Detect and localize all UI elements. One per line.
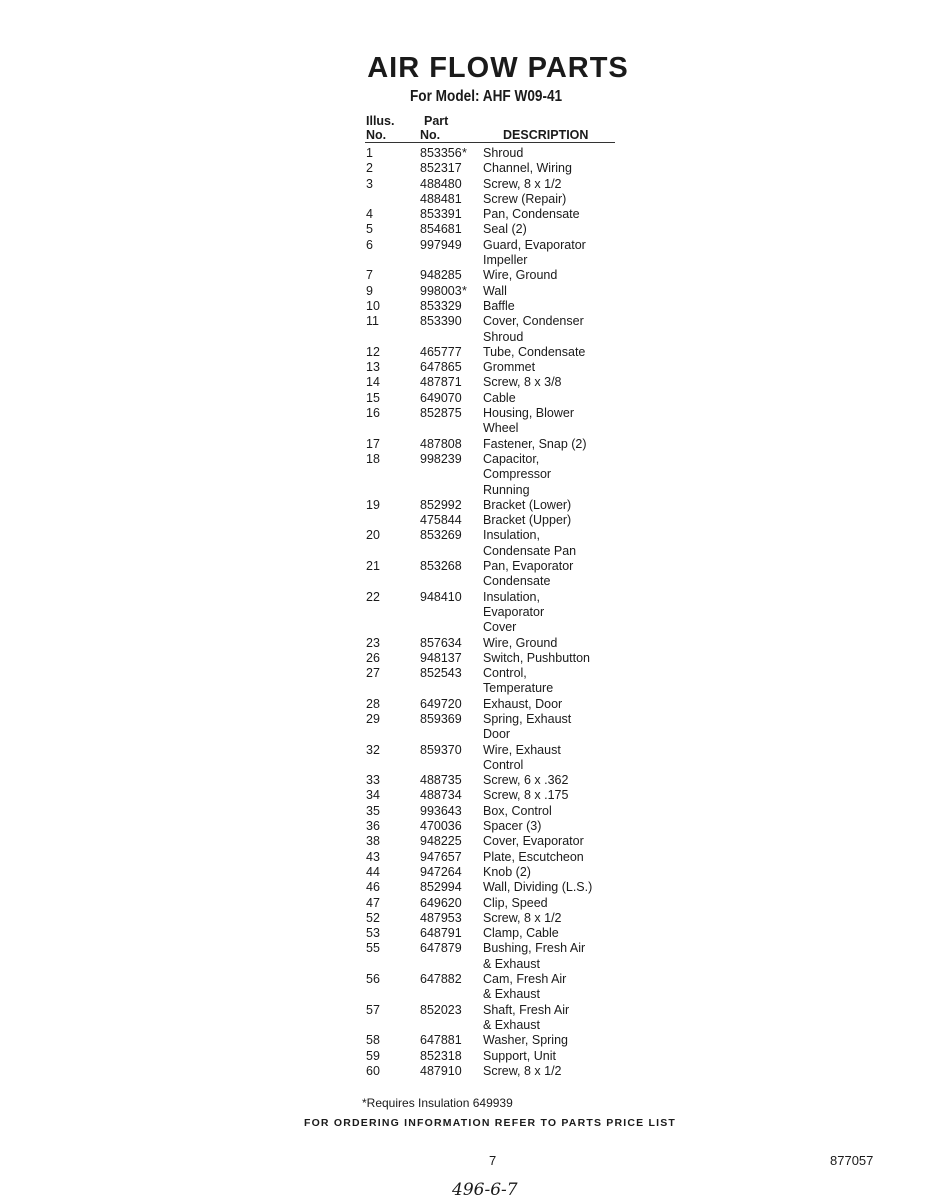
description-line: Clamp, Cable — [483, 926, 559, 941]
part-description — [483, 1003, 666, 1034]
part-description — [483, 972, 666, 1003]
header-part-line1: Part — [424, 114, 449, 128]
part-number: 859369 — [420, 711, 462, 726]
part-number: 853269 — [420, 528, 462, 543]
description-line: Insulation, — [483, 528, 540, 543]
description-line: Control, — [483, 666, 527, 681]
table-row — [366, 437, 666, 452]
table-row — [366, 314, 666, 345]
part-description — [483, 743, 666, 774]
table-row — [366, 743, 666, 774]
part-number: 487808 — [420, 436, 462, 451]
illus-number: 12 — [366, 344, 380, 359]
table-row — [366, 1064, 666, 1079]
part-description — [483, 880, 666, 895]
part-description — [483, 177, 666, 192]
table-row — [366, 972, 666, 1003]
part-description — [483, 896, 666, 911]
table-row — [366, 345, 666, 360]
part-number: 852994 — [420, 880, 462, 895]
illus-number: 10 — [366, 298, 380, 313]
description-line: Cable — [483, 390, 516, 405]
part-number: 852023 — [420, 1002, 462, 1017]
illus-number: 34 — [366, 788, 380, 803]
illus-number: 9 — [366, 283, 373, 298]
table-row — [366, 941, 666, 972]
part-description — [483, 1033, 666, 1048]
illus-number: 58 — [366, 1033, 380, 1048]
illus-number: 43 — [366, 849, 380, 864]
description-line: Door — [483, 727, 511, 742]
part-description — [483, 926, 666, 941]
description-line: Switch, Pushbutton — [483, 650, 591, 665]
part-number: 647865 — [420, 360, 462, 375]
part-description — [483, 314, 666, 345]
part-description — [483, 712, 666, 743]
table-row — [366, 375, 666, 390]
part-description — [483, 452, 666, 498]
table-row — [366, 299, 666, 314]
part-number: 947264 — [420, 864, 462, 879]
table-row — [366, 651, 666, 666]
part-description — [483, 834, 666, 849]
part-description — [483, 697, 666, 712]
illus-number: 27 — [366, 666, 380, 681]
part-number: 649620 — [420, 895, 462, 910]
part-description — [483, 819, 666, 834]
description-line: Screw, 8 x 1/2 — [483, 1063, 562, 1078]
description-line: Clip, Speed — [483, 895, 548, 910]
description-line: Wire, Ground — [483, 268, 558, 283]
description-line: Insulation, — [483, 589, 540, 604]
description-line: Cover, Evaporator — [483, 834, 584, 849]
description-line: Fastener, Snap (2) — [483, 436, 587, 451]
table-row — [366, 284, 666, 299]
description-line: Spacer (3) — [483, 819, 542, 834]
footnote: *Requires Insulation 649939 — [362, 1096, 513, 1110]
table-row — [366, 222, 666, 237]
illus-number: 46 — [366, 880, 380, 895]
part-description — [483, 651, 666, 666]
part-description — [483, 161, 666, 176]
part-description — [483, 238, 666, 269]
part-number: 487871 — [420, 375, 462, 390]
part-description — [483, 559, 666, 590]
header-part-no — [420, 114, 448, 142]
page-title: AIR FLOW PARTS — [367, 52, 629, 84]
illus-number: 1 — [366, 146, 373, 160]
illus-number: 59 — [366, 1048, 380, 1063]
illus-number: 35 — [366, 803, 380, 818]
table-row — [366, 268, 666, 283]
table-row — [366, 911, 666, 926]
part-number: 853329 — [420, 298, 462, 313]
part-description — [483, 590, 666, 636]
part-number: 647882 — [420, 972, 462, 987]
description-line: Screw (Repair) — [483, 191, 567, 206]
illus-number: 6 — [366, 237, 373, 252]
description-line: Condensate — [483, 574, 551, 589]
part-number: 470036 — [420, 819, 462, 834]
illus-number: 28 — [366, 696, 380, 711]
part-description — [483, 498, 666, 513]
table-row — [366, 513, 666, 528]
part-description — [483, 192, 666, 207]
table-row — [366, 804, 666, 819]
illus-number: 53 — [366, 926, 380, 941]
part-number: 475844 — [420, 513, 462, 528]
header-illus-no — [366, 114, 394, 142]
table-row — [366, 712, 666, 743]
part-number: 853268 — [420, 559, 462, 574]
illus-number: 38 — [366, 834, 380, 849]
table-row — [366, 834, 666, 849]
table-row — [366, 788, 666, 803]
table-row — [366, 697, 666, 712]
illus-number: 36 — [366, 819, 380, 834]
description-line: Wire, Ground — [483, 635, 558, 650]
table-row — [366, 452, 666, 498]
part-number: 647881 — [420, 1033, 462, 1048]
part-number: 857634 — [420, 635, 462, 650]
table-row — [366, 773, 666, 788]
description-line: Control — [483, 757, 524, 772]
illus-number: 19 — [366, 497, 380, 512]
illus-number: 56 — [366, 972, 380, 987]
part-number: 998239 — [420, 451, 462, 466]
table-row — [366, 146, 666, 161]
table-row — [366, 590, 666, 636]
table-row — [366, 896, 666, 911]
illus-number: 7 — [366, 268, 373, 283]
header-illus-line1: Illus. — [366, 114, 395, 128]
table-row — [366, 636, 666, 651]
part-number: 993643 — [420, 803, 462, 818]
illus-number: 33 — [366, 773, 380, 788]
page-number: 7 — [489, 1153, 497, 1168]
table-row — [366, 238, 666, 269]
part-description — [483, 284, 666, 299]
part-number: 852317 — [420, 161, 462, 176]
part-description — [483, 865, 666, 880]
part-description — [483, 850, 666, 865]
description-line: Pan, Condensate — [483, 207, 580, 222]
table-row — [366, 1049, 666, 1064]
ordering-note: FOR ORDERING INFORMATION REFER TO PARTS PRICE LIST — [303, 1117, 677, 1129]
part-description — [483, 360, 666, 375]
part-description — [483, 299, 666, 314]
illus-number: 11 — [366, 314, 379, 329]
header-description: DESCRIPTION — [503, 128, 589, 142]
description-line: Capacitor, — [483, 451, 540, 466]
table-row — [366, 498, 666, 513]
table-row — [366, 406, 666, 437]
description-line: Screw, 8 x 1/2 — [483, 910, 562, 925]
description-line: & Exhaust — [483, 987, 540, 1002]
part-description — [483, 804, 666, 819]
description-line: Tube, Condensate — [483, 344, 586, 359]
part-number: 948137 — [420, 650, 462, 665]
part-description — [483, 513, 666, 528]
part-description — [483, 941, 666, 972]
description-line: Support, Unit — [483, 1048, 556, 1063]
table-row — [366, 192, 666, 207]
description-line: Wall — [483, 283, 507, 298]
part-number: 947657 — [420, 849, 462, 864]
description-line: Screw, 8 x 1/2 — [483, 176, 562, 191]
description-line: Housing, Blower — [483, 406, 575, 421]
description-line: Seal (2) — [483, 222, 527, 237]
part-number: 488734 — [420, 788, 462, 803]
model-subtitle: For Model: AHF W09-41 — [410, 88, 563, 105]
description-line: Impeller — [483, 253, 528, 268]
illus-number: 5 — [366, 222, 373, 237]
illus-number: 14 — [366, 375, 380, 390]
illus-number: 57 — [366, 1002, 380, 1017]
table-row — [366, 1003, 666, 1034]
description-line: Shaft, Fresh Air — [483, 1002, 570, 1017]
handwritten-note: 496-6-7 — [452, 1180, 518, 1200]
part-description — [483, 773, 666, 788]
description-line: Plate, Escutcheon — [483, 849, 584, 864]
part-number: 488480 — [420, 176, 462, 191]
part-number: 852992 — [420, 497, 462, 512]
part-number: 948285 — [420, 268, 462, 283]
description-line: Spring, Exhaust — [483, 711, 572, 726]
table-row — [366, 1033, 666, 1048]
description-line: Washer, Spring — [483, 1033, 568, 1048]
requires-insulation-mark: * — [462, 146, 467, 160]
description-line: Knob (2) — [483, 864, 531, 879]
part-number: 647879 — [420, 941, 462, 956]
table-row — [366, 666, 666, 697]
part-description — [483, 911, 666, 926]
part-number: 853356 — [420, 146, 462, 160]
part-number: 853390 — [420, 314, 462, 329]
table-row — [366, 360, 666, 375]
part-number: 648791 — [420, 926, 462, 941]
illus-number: 2 — [366, 161, 373, 176]
description-line: Shroud — [483, 146, 524, 160]
part-number: 948225 — [420, 834, 462, 849]
illus-number: 20 — [366, 528, 380, 543]
part-number: 859370 — [420, 742, 462, 757]
table-row — [366, 850, 666, 865]
parts-table — [366, 146, 666, 1079]
description-line: Bushing, Fresh Air — [483, 941, 586, 956]
description-line: Cover — [483, 620, 517, 635]
requires-insulation-mark: * — [462, 283, 467, 298]
part-description — [483, 268, 666, 283]
description-line: Grommet — [483, 360, 536, 375]
description-line: Wire, Exhaust — [483, 742, 561, 757]
description-line: Box, Control — [483, 803, 552, 818]
part-description — [483, 636, 666, 651]
part-number: 649070 — [420, 390, 462, 405]
description-line: Condensate Pan — [483, 543, 577, 558]
illus-number: 15 — [366, 390, 380, 405]
illus-number: 52 — [366, 910, 380, 925]
part-number: 465777 — [420, 344, 462, 359]
illus-number: 55 — [366, 941, 380, 956]
illus-number: 32 — [366, 742, 380, 757]
illus-number: 60 — [366, 1063, 380, 1078]
part-number: 998003 — [420, 283, 462, 298]
part-description — [483, 207, 666, 222]
description-line: Screw, 6 x .362 — [483, 773, 569, 788]
illus-number: 21 — [366, 559, 380, 574]
part-number: 854681 — [420, 222, 462, 237]
part-description — [483, 146, 666, 161]
table-row — [366, 559, 666, 590]
part-number: 852543 — [420, 666, 462, 681]
description-line: Cover, Condenser — [483, 314, 584, 329]
illus-number: 26 — [366, 650, 380, 665]
part-description — [483, 1064, 666, 1079]
part-number: 487953 — [420, 910, 462, 925]
description-line: Channel, Wiring — [483, 161, 572, 176]
table-row — [366, 528, 666, 559]
table-row — [366, 819, 666, 834]
table-row — [366, 391, 666, 406]
description-line: Wall, Dividing (L.S.) — [483, 880, 593, 895]
illus-number: 29 — [366, 711, 380, 726]
description-line: & Exhaust — [483, 1017, 540, 1032]
illus-number: 18 — [366, 451, 380, 466]
table-row — [366, 880, 666, 895]
description-line: Guard, Evaporator — [483, 237, 586, 252]
description-line: Screw, 8 x .175 — [483, 788, 569, 803]
table-row — [366, 177, 666, 192]
illus-number: 44 — [366, 864, 380, 879]
part-number: 853391 — [420, 207, 462, 222]
part-number: 997949 — [420, 237, 462, 252]
illus-number: 17 — [366, 436, 380, 451]
part-description — [483, 222, 666, 237]
part-description — [483, 437, 666, 452]
description-line: Temperature — [483, 681, 554, 696]
illus-number: 22 — [366, 589, 380, 604]
part-number: 649720 — [420, 696, 462, 711]
part-description — [483, 345, 666, 360]
description-line: Evaporator — [483, 604, 545, 619]
description-line: Running — [483, 482, 530, 497]
part-number: 488735 — [420, 773, 462, 788]
description-line: Screw, 8 x 3/8 — [483, 375, 562, 390]
illus-number: 3 — [366, 176, 373, 191]
description-line: Baffle — [483, 298, 515, 313]
part-description — [483, 1049, 666, 1064]
description-line: Cam, Fresh Air — [483, 972, 567, 987]
part-description — [483, 528, 666, 559]
part-description — [483, 666, 666, 697]
description-line: Exhaust, Door — [483, 696, 563, 711]
table-row — [366, 161, 666, 176]
part-number: 487910 — [420, 1063, 462, 1078]
part-number: 852318 — [420, 1048, 462, 1063]
header-part-line2: No. — [420, 128, 441, 142]
header-divider — [365, 142, 615, 143]
table-row — [366, 926, 666, 941]
description-line: Shroud — [483, 329, 524, 344]
illus-number: 13 — [366, 360, 380, 375]
illus-number: 16 — [366, 406, 380, 421]
part-number: 852875 — [420, 406, 462, 421]
header-illus-line2: No. — [366, 128, 387, 142]
table-row — [366, 865, 666, 880]
document-number: 877057 — [830, 1153, 874, 1168]
part-description — [483, 391, 666, 406]
part-number: 488481 — [420, 191, 462, 206]
illus-number: 47 — [366, 895, 380, 910]
illus-number: 23 — [366, 635, 380, 650]
illus-number: 4 — [366, 207, 373, 222]
description-line: Bracket (Upper) — [483, 513, 572, 528]
description-line: Compressor — [483, 467, 552, 482]
part-description — [483, 375, 666, 390]
description-line: & Exhaust — [483, 956, 540, 971]
description-line: Bracket (Lower) — [483, 497, 572, 512]
table-row — [366, 207, 666, 222]
description-line: Pan, Evaporator — [483, 559, 574, 574]
part-description — [483, 406, 666, 437]
description-line: Wheel — [483, 421, 519, 436]
part-number: 948410 — [420, 589, 462, 604]
part-description — [483, 788, 666, 803]
